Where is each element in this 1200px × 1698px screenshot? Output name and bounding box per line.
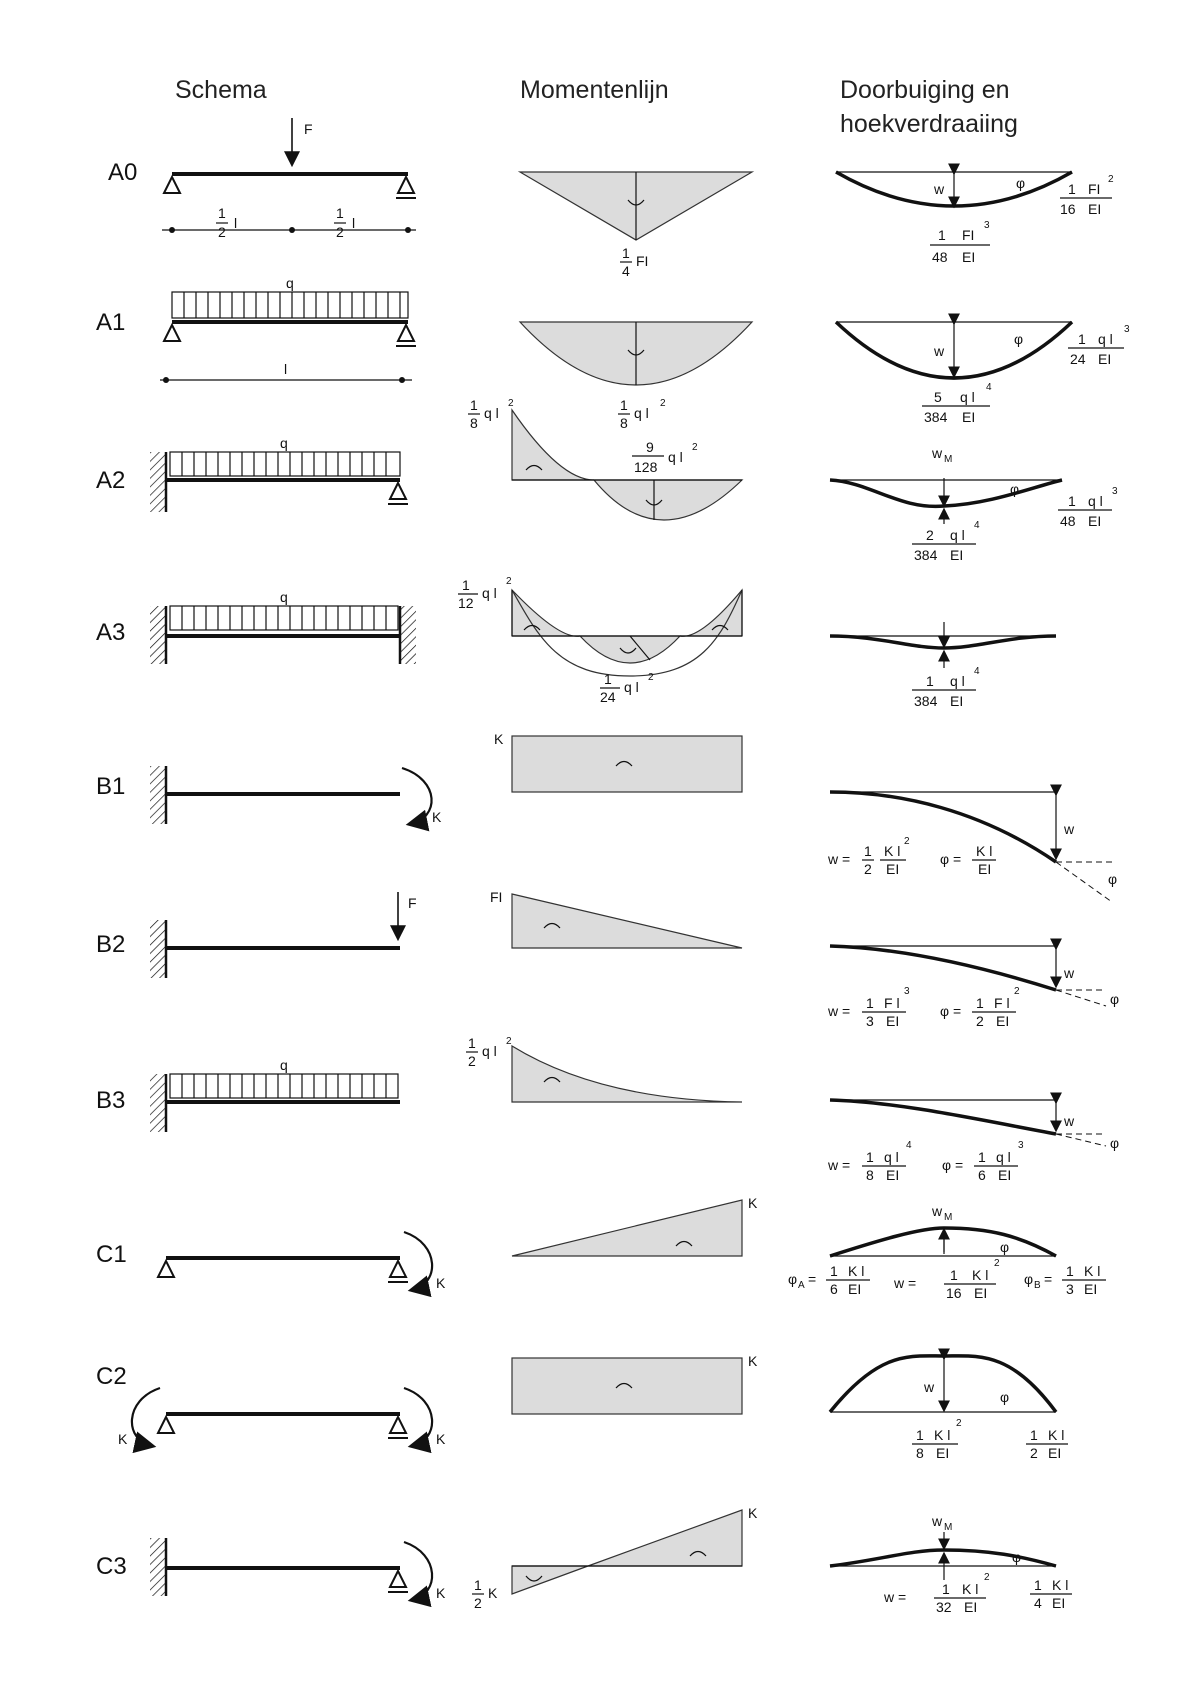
svg-text:K: K bbox=[488, 1585, 498, 1601]
svg-text:2: 2 bbox=[468, 1053, 476, 1069]
svg-text:5: 5 bbox=[934, 389, 942, 405]
svg-text:1: 1 bbox=[470, 397, 478, 413]
case-label-b1: B1 bbox=[96, 773, 126, 800]
case-c3 bbox=[96, 1505, 1072, 1615]
moment-diagram bbox=[512, 1358, 742, 1414]
svg-text:2: 2 bbox=[692, 442, 698, 453]
svg-text:φ: φ bbox=[1024, 1271, 1034, 1287]
svg-text:EI: EI bbox=[1048, 1445, 1062, 1461]
svg-text:16: 16 bbox=[1060, 201, 1076, 217]
svg-text:w: w bbox=[924, 1379, 935, 1395]
svg-text:1: 1 bbox=[604, 671, 612, 687]
svg-text:1: 1 bbox=[1068, 181, 1076, 197]
svg-text:M: M bbox=[944, 1522, 953, 1533]
svg-text:EI: EI bbox=[1088, 201, 1102, 217]
svg-text:w =: w = bbox=[828, 851, 851, 867]
svg-text:K: K bbox=[118, 1431, 128, 1447]
svg-text:w =: w = bbox=[894, 1275, 917, 1291]
case-a1 bbox=[96, 275, 1130, 431]
svg-text:1: 1 bbox=[622, 245, 630, 261]
svg-text:1: 1 bbox=[474, 1577, 482, 1593]
svg-text:EI: EI bbox=[978, 861, 992, 877]
svg-text:q: q bbox=[286, 275, 294, 291]
svg-text:3: 3 bbox=[904, 986, 910, 997]
svg-text:2: 2 bbox=[336, 224, 344, 240]
svg-text:384: 384 bbox=[914, 693, 938, 709]
svg-text:2: 2 bbox=[994, 1258, 1000, 1269]
header-schema: Schema bbox=[175, 76, 267, 104]
svg-text:48: 48 bbox=[1060, 513, 1076, 529]
svg-text:EI: EI bbox=[848, 1281, 862, 1297]
case-label-c3: C3 bbox=[96, 1553, 127, 1580]
pin-support-icon bbox=[164, 325, 180, 341]
svg-text:w: w bbox=[1064, 821, 1075, 837]
svg-text:2: 2 bbox=[984, 1572, 990, 1583]
header-momentenlijn: Momentenlijn bbox=[520, 76, 669, 104]
svg-text:1: 1 bbox=[916, 1427, 924, 1443]
svg-text:K l: K l bbox=[1048, 1427, 1065, 1443]
svg-text:384: 384 bbox=[924, 409, 948, 425]
svg-text:1: 1 bbox=[336, 205, 344, 221]
case-a3 bbox=[96, 576, 1056, 709]
svg-text:K: K bbox=[432, 809, 442, 825]
svg-text:2: 2 bbox=[1030, 1445, 1038, 1461]
svg-text:w: w bbox=[1064, 1113, 1075, 1129]
svg-text:384: 384 bbox=[914, 547, 938, 563]
dim-frac-num: 1 bbox=[218, 205, 226, 221]
svg-text:φ: φ bbox=[1016, 175, 1026, 191]
case-b1 bbox=[96, 731, 1117, 902]
svg-text:12: 12 bbox=[458, 595, 474, 611]
svg-text:4: 4 bbox=[622, 263, 630, 279]
svg-text:φ: φ bbox=[1010, 481, 1020, 497]
svg-text:K: K bbox=[436, 1431, 446, 1447]
svg-text:EI: EI bbox=[998, 1167, 1012, 1183]
svg-text:K: K bbox=[436, 1585, 446, 1601]
case-label-b3: B3 bbox=[96, 1087, 126, 1114]
moment-arrow-icon bbox=[404, 1232, 432, 1290]
svg-text:EI: EI bbox=[996, 1013, 1010, 1029]
svg-text:K: K bbox=[748, 1353, 758, 1369]
moment-diagram bbox=[512, 736, 742, 792]
svg-text:6: 6 bbox=[978, 1167, 986, 1183]
svg-text:q l: q l bbox=[634, 405, 649, 421]
svg-text:l: l bbox=[284, 361, 288, 377]
svg-text:K: K bbox=[748, 1195, 758, 1211]
svg-text:w =: w = bbox=[884, 1589, 907, 1605]
case-c1 bbox=[96, 1195, 1106, 1301]
svg-text:4: 4 bbox=[1034, 1595, 1042, 1611]
fixed-support-icon bbox=[150, 766, 166, 824]
svg-text:q l: q l bbox=[484, 405, 499, 421]
svg-text:=: = bbox=[1044, 1271, 1053, 1287]
svg-text:48: 48 bbox=[932, 249, 948, 265]
svg-text:1: 1 bbox=[1078, 331, 1086, 347]
fixed-support-icon bbox=[150, 1538, 166, 1596]
svg-text:2: 2 bbox=[926, 527, 934, 543]
case-c2 bbox=[96, 1353, 1068, 1461]
svg-text:φ: φ bbox=[1110, 1135, 1120, 1151]
moment-diagram bbox=[512, 410, 594, 480]
svg-text:l: l bbox=[352, 215, 356, 231]
svg-text:1: 1 bbox=[468, 1035, 476, 1051]
svg-text:3: 3 bbox=[1066, 1281, 1074, 1297]
svg-text:EI: EI bbox=[1088, 513, 1102, 529]
moment-diagram bbox=[512, 1200, 742, 1256]
svg-text:4: 4 bbox=[974, 666, 980, 677]
svg-text:3: 3 bbox=[866, 1013, 874, 1029]
case-label-c2: C2 bbox=[96, 1363, 127, 1390]
svg-text:8: 8 bbox=[866, 1167, 874, 1183]
svg-text:q: q bbox=[280, 1057, 288, 1073]
svg-text:3: 3 bbox=[984, 220, 990, 231]
fixed-support-icon bbox=[150, 606, 166, 664]
svg-text:φ =: φ = bbox=[940, 851, 962, 867]
svg-text:2: 2 bbox=[956, 1418, 962, 1429]
svg-text:3: 3 bbox=[1112, 486, 1118, 497]
svg-text:K l: K l bbox=[972, 1267, 989, 1283]
svg-text:1: 1 bbox=[942, 1581, 950, 1597]
svg-text:EI: EI bbox=[886, 1013, 900, 1029]
svg-text:q l: q l bbox=[624, 679, 639, 695]
svg-text:q l: q l bbox=[482, 1043, 497, 1059]
fixed-support-icon bbox=[150, 920, 166, 978]
svg-text:128: 128 bbox=[634, 459, 658, 475]
svg-text:2: 2 bbox=[904, 836, 910, 847]
svg-text:1: 1 bbox=[1068, 493, 1076, 509]
case-label-c1: C1 bbox=[96, 1241, 127, 1268]
svg-text:EI: EI bbox=[950, 547, 964, 563]
svg-text:q l: q l bbox=[996, 1149, 1011, 1165]
svg-text:w: w bbox=[932, 1513, 943, 1529]
svg-text:2: 2 bbox=[506, 576, 512, 587]
svg-text:φ =: φ = bbox=[942, 1157, 964, 1173]
case-label-a1: A1 bbox=[96, 309, 126, 336]
pin-support-icon bbox=[158, 1417, 174, 1433]
svg-text:EI: EI bbox=[962, 409, 976, 425]
svg-text:q l: q l bbox=[950, 673, 965, 689]
svg-text:w =: w = bbox=[828, 1003, 851, 1019]
svg-text:EI: EI bbox=[886, 1167, 900, 1183]
svg-text:φ: φ bbox=[1110, 991, 1120, 1007]
svg-text:EI: EI bbox=[962, 249, 976, 265]
svg-text:2: 2 bbox=[508, 398, 514, 409]
case-b3 bbox=[96, 1035, 1119, 1183]
svg-text:2: 2 bbox=[1014, 986, 1020, 997]
header-doorbuiging-line2: hoekverdraaiing bbox=[840, 110, 1018, 138]
svg-text:4: 4 bbox=[906, 1140, 912, 1151]
svg-text:q: q bbox=[280, 435, 288, 451]
svg-text:K l: K l bbox=[1084, 1263, 1101, 1279]
svg-text:B: B bbox=[1034, 1280, 1041, 1291]
svg-text:8: 8 bbox=[470, 415, 478, 431]
svg-text:2: 2 bbox=[506, 1036, 512, 1047]
svg-text:1: 1 bbox=[462, 577, 470, 593]
moment-diagram bbox=[512, 1566, 588, 1594]
svg-text:K: K bbox=[748, 1505, 758, 1521]
load-label-f: F bbox=[304, 121, 313, 137]
svg-text:24: 24 bbox=[1070, 351, 1086, 367]
svg-text:w: w bbox=[934, 181, 945, 197]
case-a0 bbox=[108, 118, 1114, 279]
svg-text:w: w bbox=[934, 343, 945, 359]
svg-text:FI: FI bbox=[636, 253, 649, 269]
svg-text:φ: φ bbox=[1000, 1389, 1010, 1405]
svg-text:4: 4 bbox=[986, 382, 992, 393]
svg-text:FI: FI bbox=[490, 889, 503, 905]
svg-text:1: 1 bbox=[1066, 1263, 1074, 1279]
svg-text:FI: FI bbox=[962, 227, 975, 243]
svg-text:EI: EI bbox=[950, 693, 964, 709]
fixed-support-icon bbox=[400, 606, 416, 664]
svg-text:=: = bbox=[808, 1271, 817, 1287]
svg-text:EI: EI bbox=[936, 1445, 950, 1461]
roller-support-icon bbox=[390, 1417, 406, 1433]
svg-text:FI: FI bbox=[1088, 181, 1101, 197]
moment-arrow-icon bbox=[404, 1388, 432, 1446]
svg-text:φ: φ bbox=[1014, 331, 1024, 347]
roller-support-icon bbox=[398, 177, 414, 193]
case-label-a3: A3 bbox=[96, 619, 126, 646]
svg-text:3: 3 bbox=[1124, 324, 1130, 335]
svg-text:q l: q l bbox=[482, 585, 497, 601]
svg-text:EI: EI bbox=[886, 861, 900, 877]
svg-text:2: 2 bbox=[976, 1013, 984, 1029]
pin-support-icon bbox=[164, 177, 180, 193]
fixed-support-icon bbox=[150, 452, 166, 512]
svg-text:φ: φ bbox=[1012, 1549, 1022, 1565]
svg-text:1: 1 bbox=[866, 1149, 874, 1165]
header-doorbuiging-line1: Doorbuiging en bbox=[840, 76, 1010, 104]
svg-text:K: K bbox=[436, 1275, 446, 1291]
svg-text:1: 1 bbox=[978, 1149, 986, 1165]
svg-text:1: 1 bbox=[938, 227, 946, 243]
svg-text:1: 1 bbox=[864, 843, 872, 859]
moment-diagram bbox=[512, 1046, 742, 1102]
svg-text:8: 8 bbox=[620, 415, 628, 431]
svg-text:K l: K l bbox=[848, 1263, 865, 1279]
case-b2 bbox=[96, 889, 1119, 1029]
svg-text:3: 3 bbox=[1018, 1140, 1024, 1151]
case-label-b2: B2 bbox=[96, 931, 126, 958]
svg-text:q l: q l bbox=[960, 389, 975, 405]
svg-text:EI: EI bbox=[1052, 1595, 1066, 1611]
svg-text:M: M bbox=[944, 454, 953, 465]
moment-arrow-icon bbox=[402, 768, 432, 824]
roller-support-icon bbox=[390, 483, 406, 499]
svg-text:w: w bbox=[932, 1203, 943, 1219]
svg-text:1: 1 bbox=[976, 995, 984, 1011]
svg-text:q: q bbox=[280, 589, 288, 605]
pin-support-icon bbox=[158, 1261, 174, 1277]
svg-text:24: 24 bbox=[600, 689, 616, 705]
roller-support-icon bbox=[390, 1571, 406, 1587]
svg-text:F l: F l bbox=[884, 995, 900, 1011]
svg-text:φ: φ bbox=[1000, 1239, 1010, 1255]
svg-text:1: 1 bbox=[1030, 1427, 1038, 1443]
svg-text:1: 1 bbox=[620, 397, 628, 413]
svg-text:q l: q l bbox=[1098, 331, 1113, 347]
svg-text:l: l bbox=[234, 215, 238, 231]
svg-text:q l: q l bbox=[950, 527, 965, 543]
svg-text:K l: K l bbox=[962, 1581, 979, 1597]
svg-text:φ: φ bbox=[788, 1271, 798, 1287]
svg-text:A: A bbox=[798, 1280, 805, 1291]
svg-text:2: 2 bbox=[660, 398, 666, 409]
svg-text:2: 2 bbox=[648, 672, 654, 683]
svg-text:K l: K l bbox=[1052, 1577, 1069, 1593]
svg-text:1: 1 bbox=[950, 1267, 958, 1283]
moment-arrow-icon bbox=[132, 1388, 160, 1446]
svg-text:16: 16 bbox=[946, 1285, 962, 1301]
fixed-support-icon bbox=[150, 1074, 166, 1132]
svg-text:9: 9 bbox=[646, 439, 654, 455]
moment-diagram bbox=[512, 894, 742, 948]
svg-text:q l: q l bbox=[884, 1149, 899, 1165]
svg-text:1: 1 bbox=[1034, 1577, 1042, 1593]
svg-text:φ =: φ = bbox=[940, 1003, 962, 1019]
svg-text:EI: EI bbox=[964, 1599, 978, 1615]
svg-text:32: 32 bbox=[936, 1599, 952, 1615]
svg-text:w: w bbox=[932, 445, 943, 461]
svg-text:EI: EI bbox=[974, 1285, 988, 1301]
svg-text:2: 2 bbox=[1108, 174, 1114, 185]
svg-text:1: 1 bbox=[926, 673, 934, 689]
case-label-a0: A0 bbox=[108, 159, 138, 186]
svg-text:8: 8 bbox=[916, 1445, 924, 1461]
svg-text:2: 2 bbox=[218, 224, 226, 240]
svg-text:F l: F l bbox=[994, 995, 1010, 1011]
svg-text:1: 1 bbox=[830, 1263, 838, 1279]
svg-text:2: 2 bbox=[474, 1595, 482, 1611]
case-label-a2: A2 bbox=[96, 467, 126, 494]
svg-text:w =: w = bbox=[828, 1157, 851, 1173]
svg-text:M: M bbox=[944, 1212, 953, 1223]
roller-support-icon bbox=[390, 1261, 406, 1277]
svg-text:q l: q l bbox=[1088, 493, 1103, 509]
svg-text:4: 4 bbox=[974, 520, 980, 531]
svg-text:EI: EI bbox=[1084, 1281, 1098, 1297]
svg-text:q l: q l bbox=[668, 449, 683, 465]
svg-text:φ: φ bbox=[1108, 871, 1118, 887]
svg-text:2: 2 bbox=[864, 861, 872, 877]
svg-text:1: 1 bbox=[866, 995, 874, 1011]
svg-text:K: K bbox=[494, 731, 504, 747]
svg-text:K l: K l bbox=[976, 843, 993, 859]
svg-text:EI: EI bbox=[1098, 351, 1112, 367]
moment-arrow-icon bbox=[404, 1542, 432, 1600]
svg-text:K l: K l bbox=[934, 1427, 951, 1443]
svg-text:6: 6 bbox=[830, 1281, 838, 1297]
svg-text:F: F bbox=[408, 895, 417, 911]
svg-text:w: w bbox=[1064, 965, 1075, 981]
svg-text:K l: K l bbox=[884, 843, 901, 859]
moment-diagram bbox=[512, 590, 580, 636]
roller-support-icon bbox=[398, 325, 414, 341]
